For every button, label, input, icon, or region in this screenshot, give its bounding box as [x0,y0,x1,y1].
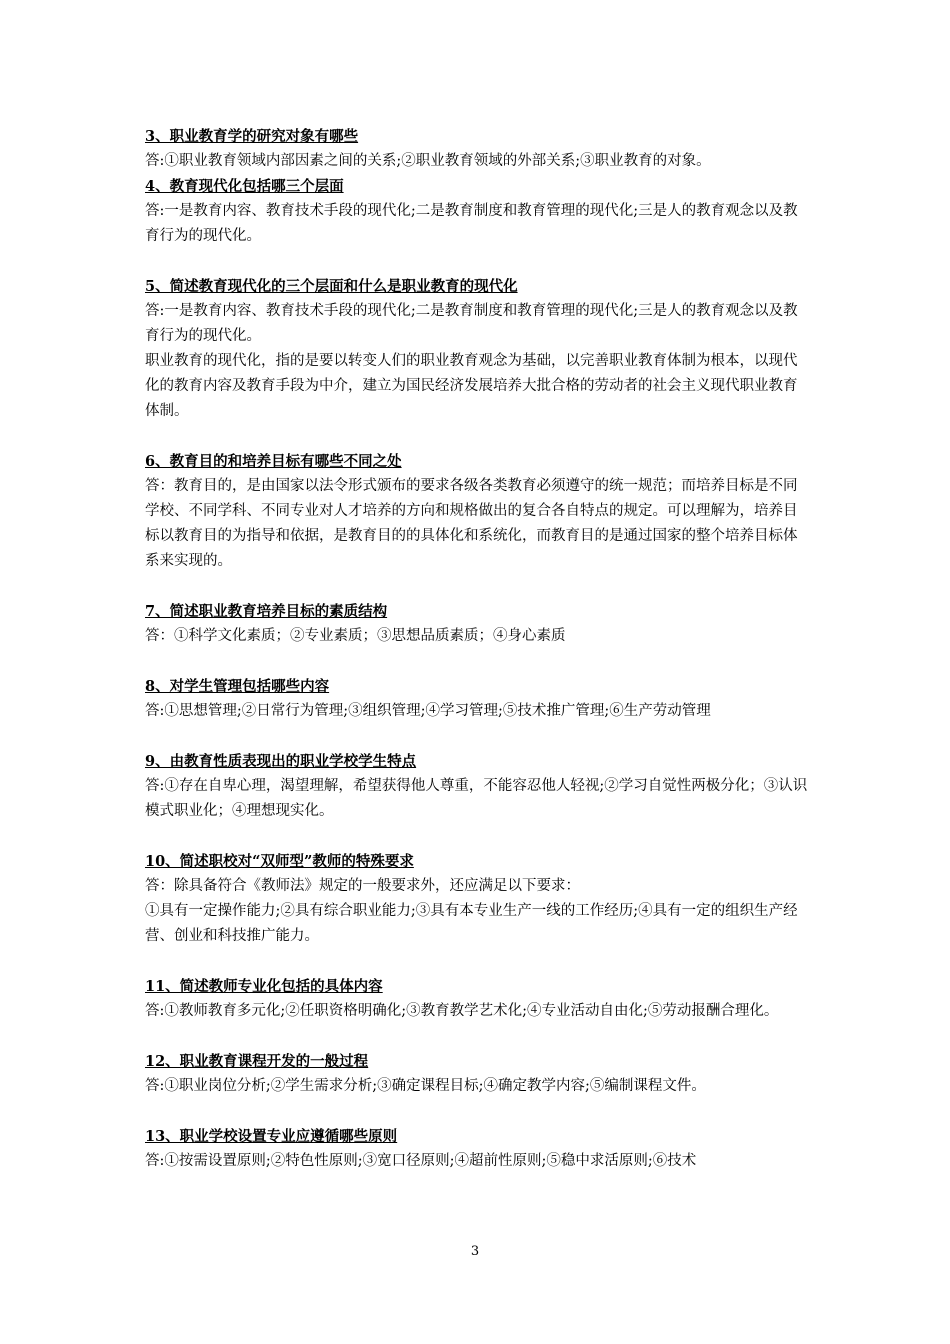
question-heading: 11、简述教师专业化包括的具体内容 [145,978,383,995]
answer-text: 职业教育的现代化，指的是要以转变人们的职业教育观念为基础，以完善职业教育体制为根本，以现代化的教育内容及教育手段为中介，建立为国民经济发展培养大批合格的劳动者的社会主义现代职业教育体制。 [145,353,798,419]
answer-text: ①具有一定操作能力;②具有综合职业能力;③具有本专业生产一线的工作经历;④具有一定的组织生产经营、创业和科技推广能力。 [145,903,798,944]
document-body [145,124,809,1199]
answer-text: 答：除具备符合《教师法》规定的一般要求外，还应满足以下要求： [145,878,580,894]
qa-item-8 [145,674,809,724]
answer-text: 答：教育目的，是由国家以法令形式颁布的要求各级各类教育必须遵守的统一规范；而培养目标是不同学校、不同学科、不同专业对人才培养的方向和规格做出的复合各自特点的规定。可以理解为，培养目标以教育目的为指导和依据，是教育目的的具体化和系统化，而教育目的是通过国家的整个培养目标体系来实现的。 [145,478,798,569]
qa-item-6 [145,449,809,574]
question-heading: 9、由教育性质表现出的职业学校学生特点 [145,753,417,770]
answer-text: 答:①职业教育领域内部因素之间的关系;②职业教育领域的外部关系;③职业教育的对象。 [145,153,711,169]
question-heading: 13、职业学校设置专业应遵循哪些原则 [145,1128,398,1145]
qa-item-12 [145,1049,809,1099]
qa-item-3 [145,124,809,174]
answer-text: 答:①思想管理;②日常行为管理;③组织管理;④学习管理;⑤技术推广管理;⑥生产劳动管理 [145,703,711,719]
question-heading: 4、教育现代化包括哪三个层面 [145,178,344,195]
question-heading: 8、对学生管理包括哪些内容 [145,678,330,695]
answer-text: 答:一是教育内容、教育技术手段的现代化;二是教育制度和教育管理的现代化;三是人的教育观念以及教育行为的现代化。 [145,303,798,344]
answer-text: 答:①教师教育多元化;②任职资格明确化;③教育教学艺术化;④专业活动自由化;⑤劳动报酬合理化。 [145,1003,779,1019]
qa-item-11 [145,974,809,1024]
answer-text: 答:一是教育内容、教育技术手段的现代化;二是教育制度和教育管理的现代化;三是人的教育观念以及教育行为的现代化。 [145,203,798,244]
qa-item-4 [145,174,809,249]
question-heading: 12、职业教育课程开发的一般过程 [145,1053,369,1070]
question-heading: 6、教育目的和培养目标有哪些不同之处 [145,453,402,470]
question-heading: 7、简述职业教育培养目标的素质结构 [145,603,388,620]
answer-text: 答:①存在自卑心理，渴望理解，希望获得他人尊重，不能容忍他人轻视;②学习自觉性两极分化；③认识模式职业化；④理想现实化。 [145,778,808,819]
question-heading: 3、职业教育学的研究对象有哪些 [145,128,359,145]
qa-item-10 [145,849,809,949]
qa-item-9 [145,749,809,824]
answer-text: 答:①职业岗位分析;②学生需求分析;③确定课程目标;④确定教学内容;⑤编制课程文件。 [145,1078,706,1094]
answer-text: 答：①科学文化素质；②专业素质；③思想品质素质；④身心素质 [145,628,566,644]
qa-item-7 [145,599,809,649]
question-heading: 5、简述教育现代化的三个层面和什么是职业教育的现代化 [145,278,518,295]
page-number: 3 [470,1244,480,1259]
question-heading: 10、简述职校对“双师型”教师的特殊要求 [145,853,414,870]
qa-item-5 [145,274,809,424]
answer-text: 答:①按需设置原则;②特色性原则;③宽口径原则;④超前性原则;⑤稳中求活原则;⑥技术 [145,1153,697,1169]
qa-item-13 [145,1124,809,1174]
